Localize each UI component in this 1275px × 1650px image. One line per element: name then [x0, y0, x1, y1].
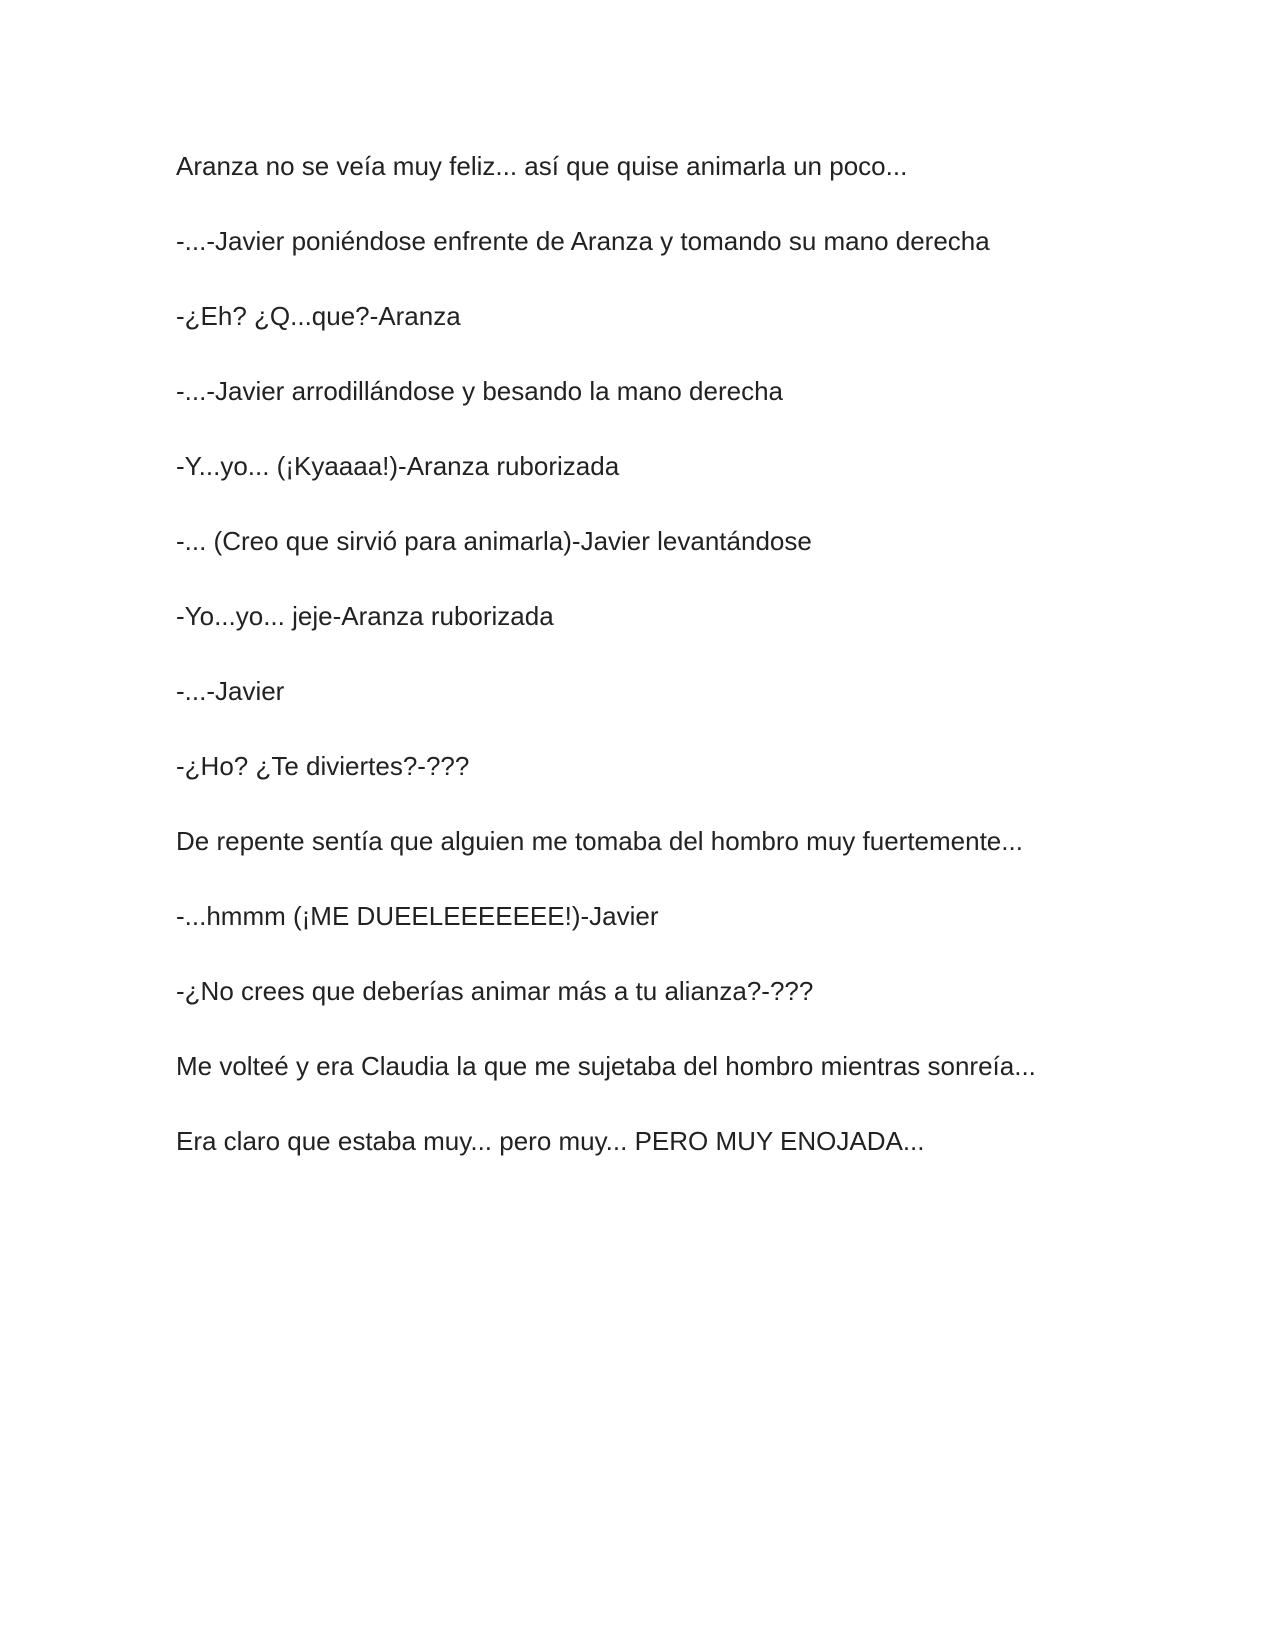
- paragraph-8: -...-Javier: [176, 676, 285, 706]
- paragraph-3: -¿Eh? ¿Q...que?-Aranza: [176, 301, 461, 331]
- paragraph-7: -Yo...yo... jeje-Aranza ruborizada: [176, 601, 554, 631]
- paragraph-5: -Y...yo... (¡Kyaaaa!)-Aranza ruborizada: [176, 451, 620, 481]
- paragraph-10: De repente sentía que alguien me tomaba del hombro muy fuertemente...: [176, 826, 1023, 856]
- paragraph-11: -...hmmm (¡ME DUEELEEEEEEE!)-Javier: [176, 901, 659, 931]
- paragraph-12: -¿No crees que deberías animar más a tu alianza?-???: [176, 976, 814, 1006]
- document-body: [176, 148, 1096, 1198]
- paragraph-1: Aranza no se veía muy feliz... así que quise animarla un poco...: [176, 151, 908, 181]
- paragraph-9: -¿Ho? ¿Te diviertes?-???: [176, 751, 470, 781]
- paragraph-14: Era claro que estaba muy... pero muy... PERO MUY ENOJADA...: [176, 1126, 925, 1156]
- paragraph-2: -...-Javier poniéndose enfrente de Aranza y tomando su mano derecha: [176, 226, 990, 256]
- paragraph-13: Me volteé y era Claudia la que me sujetaba del hombro mientras sonreía...: [176, 1051, 1036, 1081]
- paragraph-6: -... (Creo que sirvió para animarla)-Javier levantándose: [176, 526, 812, 556]
- paragraph-4: -...-Javier arrodillándose y besando la mano derecha: [176, 376, 784, 406]
